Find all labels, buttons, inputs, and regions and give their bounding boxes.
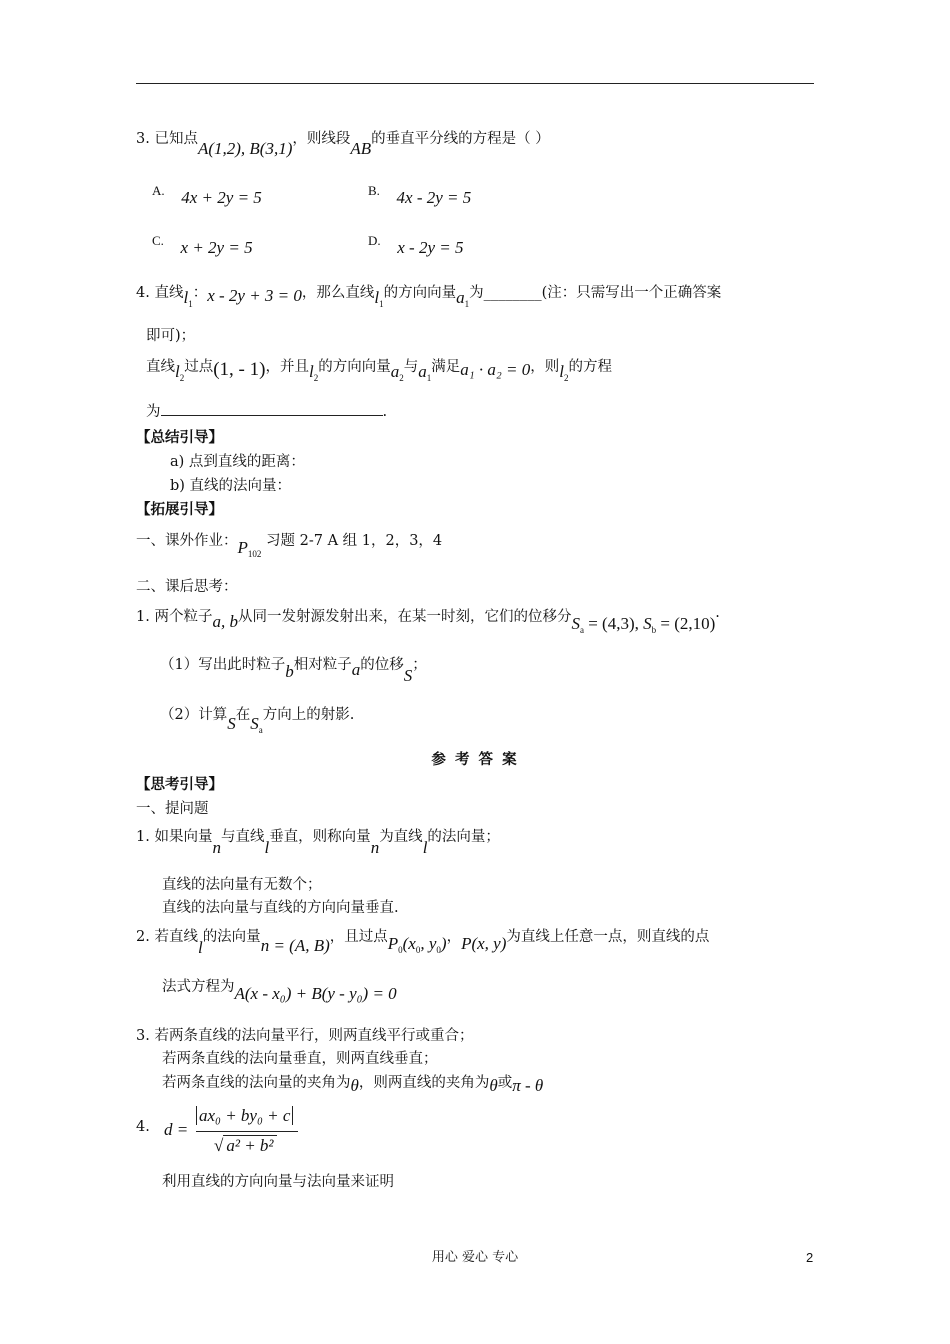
a1-symbol: a — [418, 362, 427, 381]
header-rule — [136, 83, 814, 84]
answer-text: ，则两直线的夹角为 — [358, 1075, 490, 1091]
q4-text: ，则 — [530, 359, 560, 375]
q4-text: 为________(注：只需写出一个正确答案 — [469, 285, 722, 301]
distance-denominator: √ a² + b² — [214, 1136, 277, 1156]
l1-sub: 1 — [379, 299, 384, 309]
point-p: P(x, y) — [461, 934, 507, 953]
answer-2: 2. 若直线l的法向量n = (A, B)，且过点$P_0(x_0$, $y_0$)，P(x, y)为直线上任意一点，则直线的点 — [136, 929, 710, 957]
a2-symbol: a — [390, 362, 400, 381]
a-symbol: a — [351, 660, 361, 679]
q4-point: (1, - 1) — [213, 359, 266, 380]
extend-heading: 【拓展引导】 — [136, 501, 223, 518]
answers-section: 【思考引导】 — [136, 776, 223, 793]
answer-text: 1. 如果向量 — [136, 829, 213, 845]
summary-item: b) 直线的法向量： — [170, 478, 292, 494]
q4-text: ，那么直线 — [301, 285, 375, 301]
b-symbol: b — [285, 662, 294, 681]
q4-line4 — [146, 401, 387, 422]
distance-numerator — [196, 1106, 293, 1126]
answer-text: 或 — [497, 1075, 513, 1091]
q3-option-a — [152, 180, 262, 207]
point-normal-equation: A(x - x₀) + B(y - y₀) = 0 — [234, 984, 397, 1003]
option-expr: 4x + 2y = 5 — [181, 188, 262, 207]
answer-text: 的法向量 — [202, 929, 261, 945]
particles: a, b — [212, 612, 238, 631]
q4-dot-equation: a₁ · a₂ = 0 — [460, 360, 531, 379]
a1-sub: 1 — [426, 373, 432, 383]
sub-text: 方向上的射影. — [262, 707, 355, 723]
option-expr: x + 2y = 5 — [180, 238, 253, 257]
q4-line3 — [146, 356, 612, 382]
option-label: A. — [152, 183, 165, 198]
summary-item: a) 点到直线的距离： — [170, 454, 305, 470]
l2-sub: 2 — [563, 373, 569, 383]
answer-4-line2: 利用直线的方向向量与法向量来证明 — [162, 1174, 394, 1190]
q4-text: 的方向向量 — [318, 359, 391, 375]
answer-text: 为直线 — [379, 829, 423, 845]
q4-line1 — [136, 282, 721, 308]
p-symbol: P — [387, 934, 399, 953]
q4-equation: x - 2y + 3 = 0 — [207, 286, 302, 305]
q4-text: 4. 直线 — [136, 285, 184, 301]
pi-minus-theta: π - θ — [512, 1076, 544, 1095]
q4-text: 的方程 — [568, 359, 612, 375]
s-symbol: S — [250, 714, 259, 733]
q4-text: 为 — [146, 404, 161, 420]
answer-text: 的法向量； — [427, 829, 500, 845]
l2-symbol: l — [308, 362, 314, 381]
sub-text: （1）写出此时粒子 — [160, 657, 286, 673]
q4-text: 与 — [403, 359, 419, 375]
q3-text: 3. 已知点 — [136, 131, 198, 147]
option-label: C. — [152, 233, 164, 248]
answer-text: ， — [446, 929, 462, 945]
q4-text: ，并且 — [265, 359, 309, 375]
answer-1 — [136, 826, 500, 857]
l2-symbol: l — [559, 362, 564, 381]
sub-text: 相对粒子 — [293, 657, 352, 673]
sub-text: 在 — [235, 707, 251, 723]
n-symbol: n — [212, 838, 221, 857]
normal-vector: n = (A, B) — [260, 936, 330, 955]
homework-text: 一、课外作业： — [136, 533, 238, 549]
q3-points: A(1,2), B(3,1) — [197, 139, 293, 158]
q3-option-b — [368, 180, 472, 207]
q4-line2: 即可)； — [146, 328, 196, 344]
answer-2-line2 — [162, 976, 397, 1003]
q3-text-c: 的垂直平分线的方程是（ ） — [371, 131, 550, 147]
q3-option-d — [368, 230, 464, 257]
sub-text: ； — [412, 657, 427, 673]
theta-symbol: θ — [489, 1076, 498, 1095]
q4-text: 的方向向量 — [383, 285, 457, 301]
n-symbol: n — [370, 838, 380, 857]
sub-text: （2）计算 — [160, 707, 228, 723]
q4-text: 直线 — [146, 359, 175, 375]
answer-text: 若两条直线的法向量的夹角为 — [162, 1075, 351, 1091]
fraction-bar — [196, 1131, 298, 1132]
answer-text: 法式方程为 — [162, 979, 235, 995]
sub-text: 的位移 — [360, 657, 404, 673]
think-heading: 二、课后思考： — [136, 579, 238, 595]
homework-text: 习题 2-7 A 组 1，2，3，4 — [266, 533, 443, 549]
page-symbol: P — [237, 538, 248, 557]
l-symbol: l — [422, 838, 428, 857]
answers-subsection: 一、提问题 — [136, 801, 209, 817]
s-symbol: S — [571, 614, 580, 633]
problem-text: 1. 两个粒子 — [136, 609, 213, 625]
s-symbol: S — [227, 714, 236, 733]
a1-symbol: a — [456, 288, 465, 307]
sa-value: = (4,3), — [588, 614, 644, 633]
answer-text: 2. 若直线 — [136, 929, 198, 945]
numerator-expr: ax₀ + by₀ + c — [196, 1106, 293, 1125]
page-number: 2 — [806, 1250, 814, 1265]
option-expr: 4x - 2y = 5 — [396, 188, 472, 207]
q4-text: 满足 — [431, 359, 461, 375]
l-symbol: l — [197, 938, 203, 957]
option-expr: x - 2y = 5 — [397, 238, 464, 257]
q3-line — [136, 128, 550, 158]
answer-text: 垂直，则称向量 — [269, 829, 371, 845]
subproblem-2: （2）计算S在$S_a$方向上的射影. — [160, 707, 355, 735]
answer-3-line3 — [162, 1072, 543, 1093]
theta-symbol: θ — [350, 1076, 359, 1095]
answer-1-line2: 直线的法向量有无数个； — [162, 877, 322, 893]
denominator-expr: a² + b² — [223, 1135, 276, 1155]
s-symbol: S — [403, 666, 413, 685]
answer-3-line2: 若两条直线的法向量垂直，则两直线垂直； — [162, 1051, 438, 1067]
a2-sub: 2 — [399, 373, 404, 383]
answer-blank — [161, 401, 383, 416]
p0-coords: (x — [402, 934, 416, 953]
option-label: D. — [368, 233, 381, 248]
l-symbol: l — [264, 838, 270, 857]
option-label: B. — [368, 183, 380, 198]
q3-segment: AB — [350, 139, 372, 158]
l2-sub: 2 — [179, 373, 185, 383]
answer-text: 与直线 — [220, 829, 265, 845]
q3-text-b: ，则线段 — [292, 131, 351, 147]
distance-symbol: d = — [164, 1120, 189, 1139]
answer-1-line3: 直线的法向量与直线的方向向量垂直. — [162, 900, 399, 916]
subproblem-1 — [160, 654, 427, 685]
problem-line: 1. 两个粒子a, b从同一发射源发射出来，在某一时刻，它们的位移分$S_a = (4,3)$, $S_b = (2,10)\cdot$ — [136, 609, 720, 635]
answer-text: 为直线上任意一点，则直线的点 — [506, 929, 710, 945]
q4-text: ： — [192, 285, 208, 301]
q3-option-c — [152, 230, 253, 257]
l1-symbol: l — [374, 288, 380, 307]
problem-text: 从同一发射源发射出来，在某一时刻，它们的位移分 — [237, 609, 572, 625]
page-number: 102 — [247, 549, 262, 559]
answers-title: 参 考 答 案 — [431, 751, 519, 768]
l1-sub: 1 — [188, 299, 193, 309]
l1-symbol: l — [183, 288, 189, 307]
sb-value: = (2,10) — [660, 614, 716, 633]
summary-heading: 【总结引导】 — [136, 429, 223, 446]
l2-sub: 2 — [313, 373, 319, 383]
answer-4-label: 4. — [136, 1119, 150, 1135]
answer-text: ，且过点 — [329, 929, 388, 945]
answer-3-line1: 3. 若两条直线的法向量平行，则两直线平行或重合； — [136, 1028, 474, 1044]
l2-symbol: l — [175, 362, 180, 381]
problem-text: · — [715, 609, 720, 625]
s-symbol: S — [643, 614, 652, 633]
footer-motto: 用心 爱心 专心 — [431, 1250, 519, 1265]
q4-text: 过点 — [184, 359, 214, 375]
homework-line — [136, 530, 443, 559]
a1-sub: 1 — [464, 299, 470, 309]
q4-text: . — [382, 404, 388, 420]
